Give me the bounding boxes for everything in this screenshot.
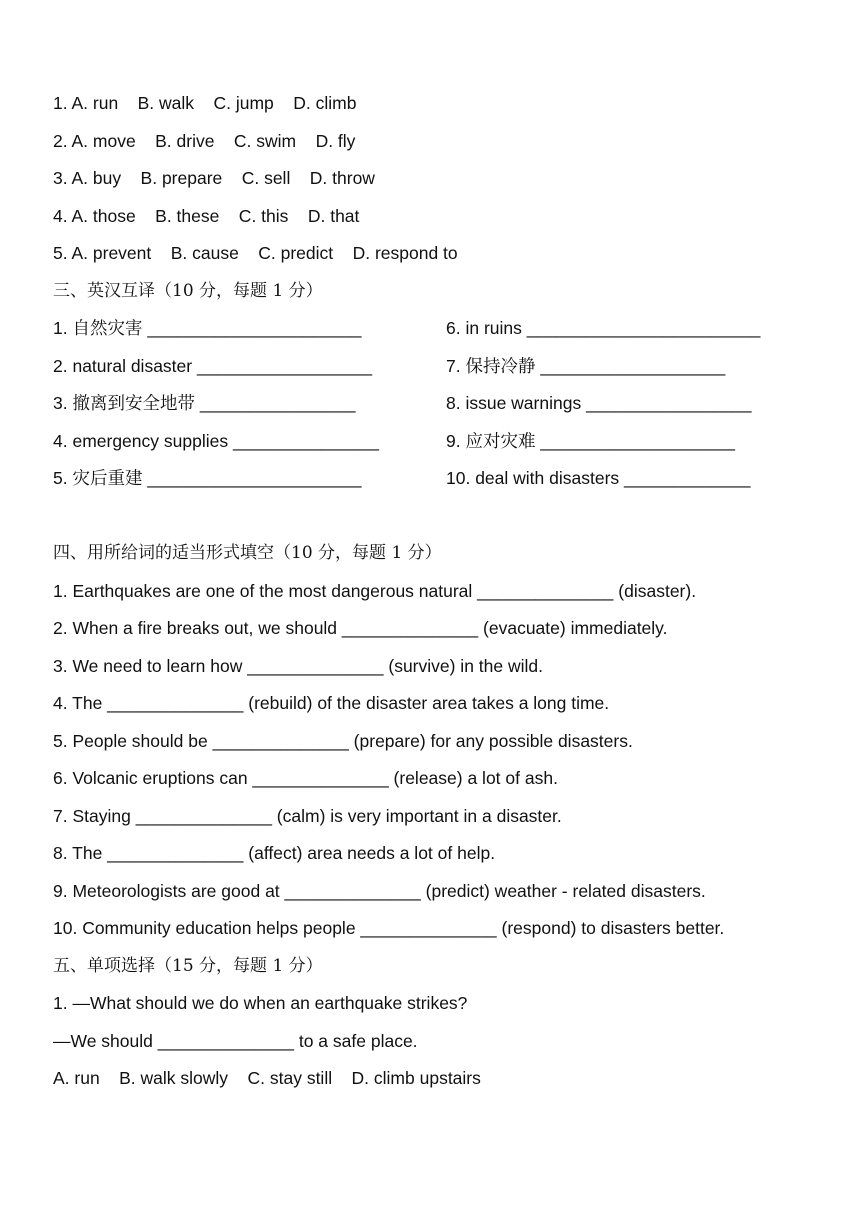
fill-in-item: 2. When a fire breaks out, we should ______________ (evacuate) immediately. [53,618,668,638]
translation-row [53,385,813,423]
section-heading: 三、英汉互译（10 分，每题 1 分） [53,280,323,301]
question-item: 4. A. those B. these C. this D. that [53,205,360,226]
translation-item: 1. 自然灾害 ______________________ [53,318,362,338]
question-stem: 1. —What should we do when an earthquake strikes? [53,993,468,1013]
question-item: 3. A. buy B. prepare C. sell D. throw [53,168,375,188]
translation-row [53,460,813,498]
section-spacer [53,498,813,536]
translation-item: 6. in ruins ________________________ [446,318,761,338]
translation-item: 7. 保持冷静 ___________________ [446,355,726,376]
part3-translation-section [53,273,813,498]
question-item: 1. A. run B. walk C. jump D. climb [53,93,357,113]
translation-item: 4. emergency supplies _______________ [53,430,379,451]
part4-fill-in-section [53,535,813,948]
question-item: 5. A. prevent B. cause C. predict D. respond to [53,243,458,263]
translation-item: 9. 应对灾难 ____________________ [446,430,735,451]
part5-multiple-choice-section [53,948,813,1098]
fill-in-item: 5. People should be ______________ (prepare) for any possible disasters. [53,730,633,751]
part2-word-choice-items [53,85,813,273]
fill-in-item: 8. The ______________ (affect) area needs a lot of help. [53,843,496,863]
translation-row [53,310,813,348]
translation-item: 10. deal with disasters _____________ [446,468,751,488]
fill-in-item: 10. Community education helps people ______________ (respond) to disasters better. [53,918,725,938]
fill-in-item: 7. Staying ______________ (calm) is very important in a disaster. [53,805,562,826]
question-options: A. run B. walk slowly C. stay still D. climb upstairs [53,1068,481,1088]
translation-item: 5. 灾后重建 ______________________ [53,468,362,488]
fill-in-item: 6. Volcanic eruptions can ______________ (release) a lot of ash. [53,768,558,788]
worksheet-page [53,85,813,1098]
fill-in-item: 1. Earthquakes are one of the most dangerous natural ______________ (disaster). [53,580,697,601]
question-answer-line: —We should ______________ to a safe place. [53,1030,418,1051]
section-heading: 五、单项选择（15 分，每题 1 分） [53,955,323,976]
question-item: 2. A. move B. drive C. swim D. fly [53,130,356,151]
translation-item: 3. 撤离到安全地带 ________________ [53,393,356,413]
translation-item: 2. natural disaster __________________ [53,355,373,376]
translation-item: 8. issue warnings _________________ [446,393,752,413]
fill-in-item: 3. We need to learn how ______________ (survive) in the wild. [53,655,543,676]
translation-row [53,423,813,461]
translation-row [53,348,813,386]
fill-in-item: 4. The ______________ (rebuild) of the disaster area takes a long time. [53,693,610,713]
section-heading: 四、用所给词的适当形式填空（10 分，每题 1 分） [53,543,442,563]
fill-in-item: 9. Meteorologists are good at ______________ (predict) weather - related disasters. [53,880,706,901]
